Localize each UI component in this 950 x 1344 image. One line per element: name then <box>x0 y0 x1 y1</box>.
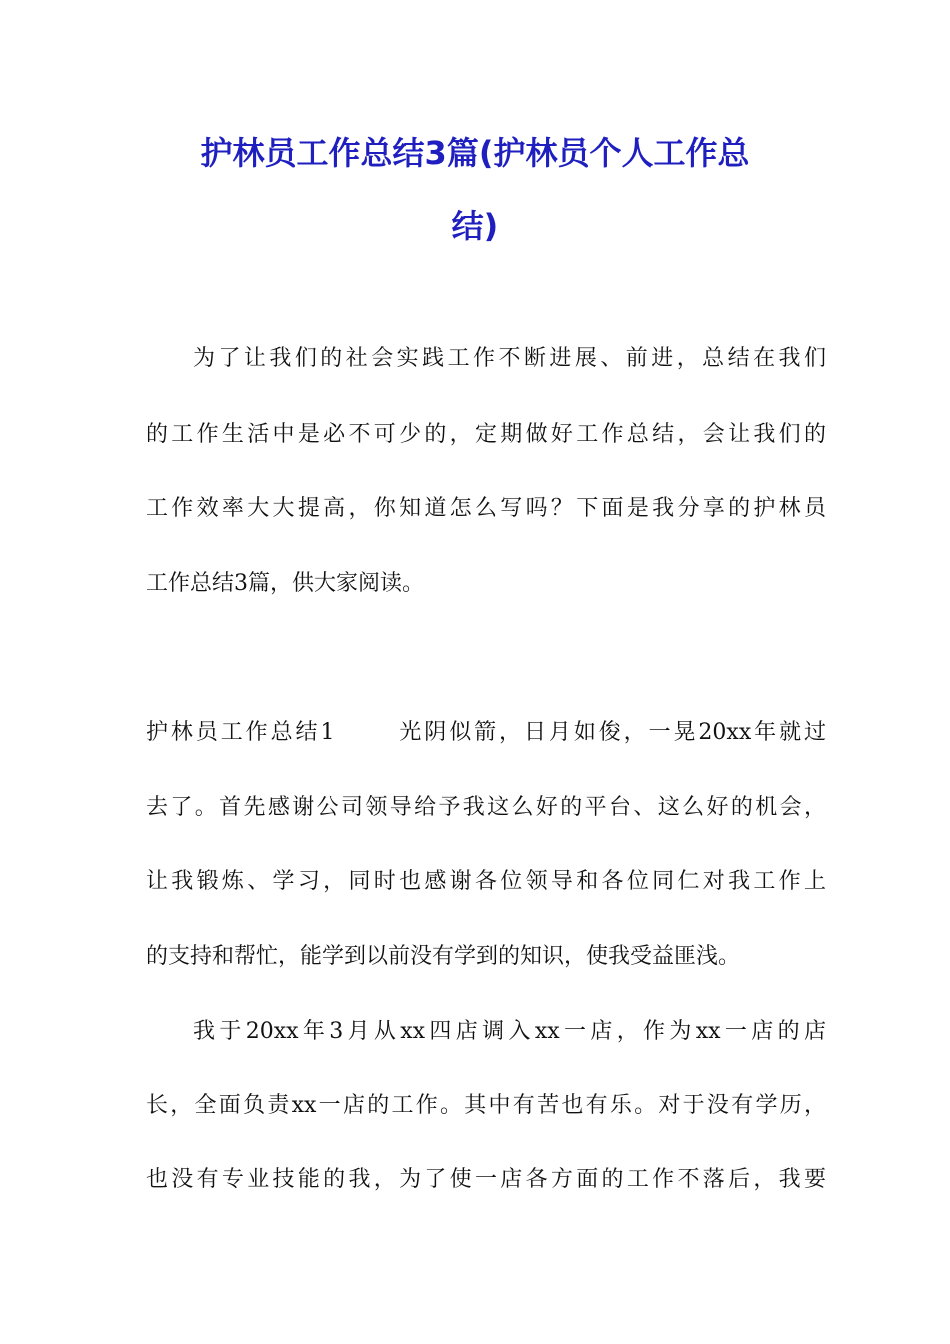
section1-p1-line-2: 去了。首先感谢公司领导给予我这么好的平台、这么好的机会， <box>146 795 826 820</box>
intro-line-2: 的工作生活中是必不可少的，定期做好工作总结，会让我们的 <box>146 422 826 447</box>
document-title-line-1: 护林员工作总结3篇(护林员个人工作总 <box>200 134 750 172</box>
section1-p1-line-3: 让我锻炼、学习，同时也感谢各位领导和各位同仁对我工作上 <box>146 869 826 894</box>
intro-line-1: 为了让我们的社会实践工作不断进展、前进，总结在我们 <box>193 346 826 371</box>
section1-p2-line-1: 我于20xx年3月从xx四店调入xx一店，作为xx一店的店 <box>193 1019 826 1044</box>
section1-first-line <box>146 719 826 747</box>
section1-p1-line-1: 光阴似箭，日月如俊，一晃20xx年就过 <box>396 720 827 745</box>
section1-p1-line-4: 的支持和帮忙，能学到以前没有学到的知识，使我受益匪浅。 <box>146 944 741 969</box>
section1-p2-line-2: 长，全面负责xx一店的工作。其中有苦也有乐。对于没有学历， <box>146 1093 826 1118</box>
section1-p2-line-3: 也没有专业技能的我，为了使一店各方面的工作不落后，我要 <box>146 1167 826 1192</box>
intro-line-4: 工作总结3篇，供大家阅读。 <box>146 571 424 596</box>
intro-line-3: 工作效率大大提高，你知道怎么写吗？下面是我分享的护林员 <box>146 496 826 521</box>
section1-heading: 护林员工作总结1 <box>146 720 335 745</box>
document-title-line-2: 结) <box>451 207 499 245</box>
